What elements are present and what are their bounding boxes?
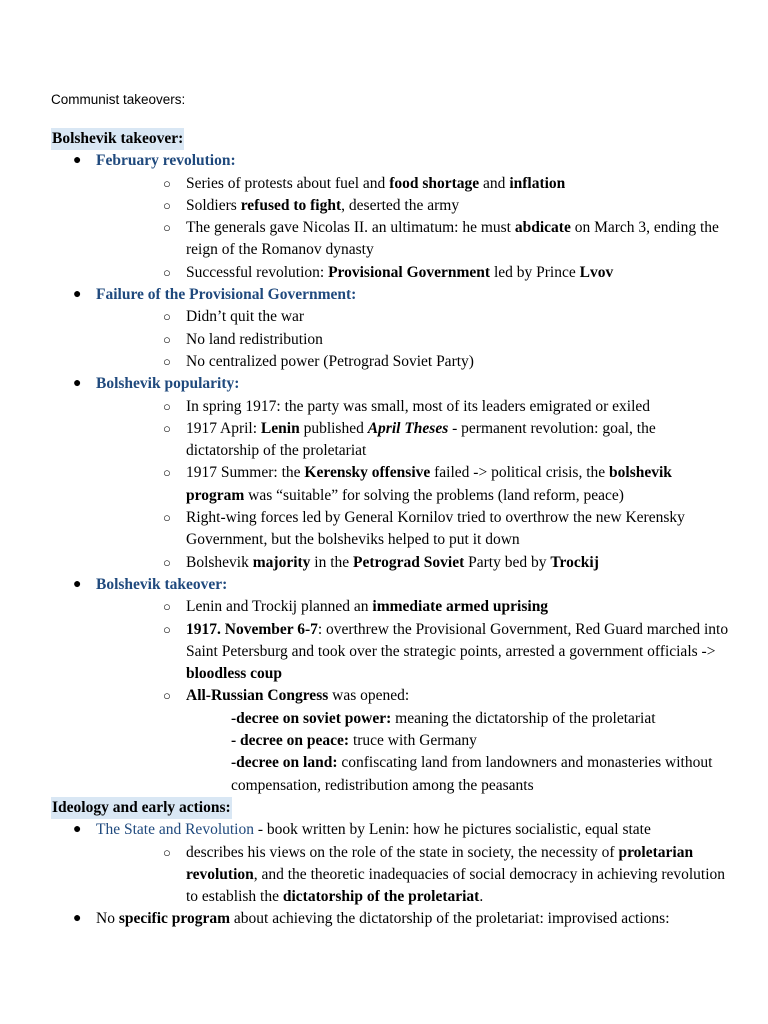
text: about achieving the dictatorship of the proletariat: improvised actions: xyxy=(230,910,670,928)
circle-bullet-icon: ○ xyxy=(163,554,171,570)
list-item xyxy=(96,596,731,618)
document-title: Communist takeovers: xyxy=(51,92,186,107)
list-item xyxy=(96,217,731,262)
bold-text: specific program xyxy=(118,910,231,928)
text: , deserted the army xyxy=(341,196,460,214)
list-item xyxy=(96,306,731,328)
circle-bullet-icon: ○ xyxy=(163,398,171,414)
bullet-icon: ● xyxy=(73,822,82,838)
topic-bolshevik-popularity: Bolshevik popularity: xyxy=(96,375,240,393)
text: Soldiers xyxy=(186,196,241,214)
text: The generals gave Nicolas II. an ultimatum: he must xyxy=(186,219,515,237)
text: meaning the dictatorship of the proletariat xyxy=(391,709,656,727)
text: confiscating land from landowners and monasteries without xyxy=(337,754,713,772)
list-item xyxy=(96,262,731,284)
decree-peace xyxy=(96,730,731,752)
bold-text: Lvov xyxy=(579,263,614,281)
bold-text: 1917. November 6-7 xyxy=(186,620,318,638)
bullet-icon: ● xyxy=(73,911,82,927)
text: In spring 1917: the party was small, most of its leaders emigrated or exiled xyxy=(186,397,651,415)
bold-text: inflation xyxy=(509,174,566,192)
circle-bullet-icon: ○ xyxy=(163,844,171,860)
list-item xyxy=(51,284,731,373)
bold-italic-text: April Theses xyxy=(367,419,449,437)
outline-level-2 xyxy=(96,842,731,909)
list-item xyxy=(51,819,731,908)
bold-text: dictatorship of the proletariat xyxy=(282,888,480,906)
bullet-icon: ● xyxy=(73,287,82,303)
text: in the xyxy=(310,553,354,571)
circle-bullet-icon: ○ xyxy=(163,599,171,615)
outline-level-2 xyxy=(96,173,731,284)
bold-text: Provisional Government xyxy=(328,263,491,281)
bold-text: All-Russian Congress xyxy=(186,687,329,705)
bullet-icon: ● xyxy=(73,376,82,392)
text: 1917 Summer: the xyxy=(186,464,305,482)
text: Didn’t quit the war xyxy=(186,308,305,326)
text: Lenin and Trockij planned an xyxy=(186,598,373,616)
text: Bolshevik xyxy=(186,553,253,571)
decree-soviet-power xyxy=(96,708,731,730)
text: was “suitable” for solving the problems (land reform, peace) xyxy=(244,486,624,504)
topic-bolshevik-takeover: Bolshevik takeover: xyxy=(96,575,228,593)
text: No land redistribution xyxy=(186,330,323,348)
text: Party bed by xyxy=(464,553,551,571)
text: No centralized power (Petrograd Soviet Party) xyxy=(186,352,474,370)
list-item xyxy=(51,373,731,574)
bold-text: - decree on peace: xyxy=(231,732,350,750)
text: published xyxy=(299,419,368,437)
bold-text: Kerensky offensive xyxy=(304,464,431,482)
circle-bullet-icon: ○ xyxy=(163,688,171,704)
text: . xyxy=(479,888,484,906)
text: failed -> political crisis, the xyxy=(430,464,610,482)
bold-text: bolshevik program xyxy=(186,464,672,504)
text: truce with Germany xyxy=(349,732,477,750)
list-item xyxy=(96,195,731,217)
text: - permanent revolution: goal, the dictatorship of the proletariat xyxy=(186,419,656,460)
topic-february-revolution: February revolution: xyxy=(96,152,236,170)
list-item xyxy=(96,552,731,574)
bullet-icon: ● xyxy=(73,153,82,169)
text: : overthrew the Provisional Government, Red Guard marched into Saint Petersburg and took over the strategic points, arrested a government officials -> xyxy=(186,620,729,660)
bold-text: bloodless coup xyxy=(186,665,283,683)
outline-level-2 xyxy=(96,396,731,574)
list-item xyxy=(51,908,731,930)
text: 1917 April: xyxy=(186,419,261,437)
bullet-icon: ● xyxy=(73,576,82,592)
decree-land xyxy=(96,752,731,774)
text: Successful revolution: xyxy=(186,263,329,281)
circle-bullet-icon: ○ xyxy=(163,621,171,637)
circle-bullet-icon: ○ xyxy=(163,510,171,526)
text: and xyxy=(479,174,510,192)
circle-bullet-icon: ○ xyxy=(163,309,171,325)
bold-text: Trockij xyxy=(550,553,599,571)
text: - book written by Lenin: how he pictures socialistic, equal state xyxy=(253,821,651,839)
document-body xyxy=(51,128,731,931)
list-item xyxy=(51,150,731,284)
outline-level-1 xyxy=(51,150,731,797)
outline-level-1 xyxy=(51,819,731,930)
book-title-link: The State and Revolution xyxy=(96,821,254,839)
text: Right-wing forces led by General Kornilov tried to overthrow the new Kerensky Government, but the bolsheviks helped to put it down xyxy=(186,509,685,549)
bold-text: Lenin xyxy=(260,419,300,437)
bold-text: -decree on soviet power: xyxy=(231,709,392,727)
list-item xyxy=(96,351,731,373)
bold-text: -decree on land: xyxy=(231,754,338,772)
list-item xyxy=(96,418,731,463)
bold-text: abdicate xyxy=(514,219,571,237)
text: led by Prince xyxy=(490,263,580,281)
list-item xyxy=(51,574,731,797)
circle-bullet-icon: ○ xyxy=(163,331,171,347)
bold-text: Petrograd Soviet xyxy=(353,553,465,571)
circle-bullet-icon: ○ xyxy=(163,175,171,191)
section-heading-ideology: Ideology and early actions: xyxy=(51,797,731,819)
circle-bullet-icon: ○ xyxy=(163,197,171,213)
text: No xyxy=(96,910,119,928)
bold-text: proletarian revolution xyxy=(186,843,694,883)
list-item xyxy=(96,842,731,909)
list-item xyxy=(96,685,731,707)
list-item xyxy=(96,619,731,686)
list-item xyxy=(96,173,731,195)
list-item xyxy=(96,396,731,418)
circle-bullet-icon: ○ xyxy=(163,465,171,481)
decree-land-continued: compensation, redistribution among the peasants xyxy=(231,776,534,794)
outline-level-2 xyxy=(96,596,731,707)
section-heading-bolshevik-takeover: Bolshevik takeover: xyxy=(51,128,731,150)
bold-text: food shortage xyxy=(389,174,480,192)
circle-bullet-icon: ○ xyxy=(163,220,171,236)
text: was opened: xyxy=(328,687,410,705)
circle-bullet-icon: ○ xyxy=(163,353,171,369)
circle-bullet-icon: ○ xyxy=(163,420,171,436)
bold-text: majority xyxy=(252,553,311,571)
text: Series of protests about fuel and xyxy=(186,174,390,192)
list-item xyxy=(96,329,731,351)
bold-text: immediate armed uprising xyxy=(372,598,549,616)
bold-text: refused to fight xyxy=(240,196,342,214)
text: , and the theoretic inadequacies of social democracy in achieving revolution to establish the xyxy=(186,865,726,906)
circle-bullet-icon: ○ xyxy=(163,264,171,280)
topic-failure-provisional-government: Failure of the Provisional Government: xyxy=(96,286,357,304)
text: on March 3, ending the reign of the Romanov dynasty xyxy=(186,219,719,259)
text: describes his views on the role of the state in society, the necessity of xyxy=(186,843,619,861)
list-item xyxy=(96,462,731,507)
outline-level-2 xyxy=(96,306,731,373)
list-item xyxy=(96,507,731,552)
